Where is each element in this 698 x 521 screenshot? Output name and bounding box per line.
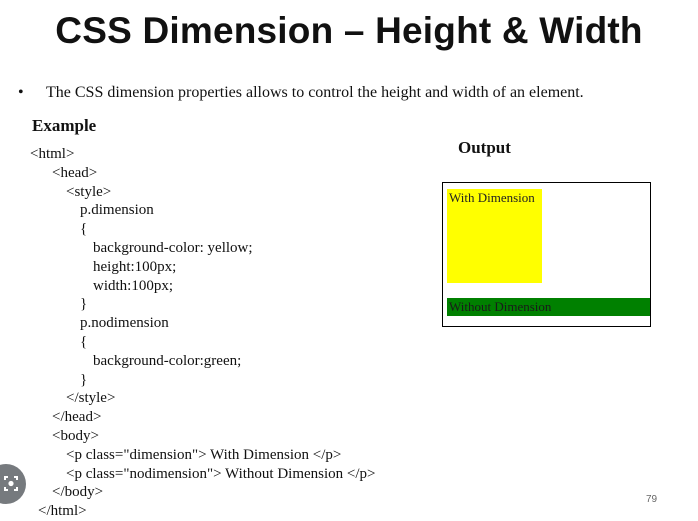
bullet-text: The CSS dimension properties allows to control the height and width of an element.	[46, 84, 584, 101]
nodimension-demo-bar: Without Dimension	[447, 298, 650, 316]
code-line: <html>	[30, 146, 75, 162]
code-line: <style>	[66, 183, 112, 200]
example-heading: Example	[32, 116, 97, 135]
output-heading: Output	[458, 138, 511, 157]
code-line: <p class="nodimension"> Without Dimension </p>	[66, 465, 376, 482]
code-line: }	[80, 371, 88, 388]
dimension-demo-box: With Dimension	[447, 189, 542, 283]
lens-search-icon	[2, 474, 20, 494]
slide-number: 79	[646, 494, 658, 505]
code-line: </head>	[52, 409, 102, 426]
code-line: p.nodimension	[80, 315, 169, 332]
output-preview	[442, 182, 651, 327]
code-line: </body>	[52, 484, 104, 501]
bullet-marker: •	[18, 84, 24, 101]
lens-search-button[interactable]	[0, 464, 26, 504]
code-line: </style>	[66, 390, 116, 407]
code-line: width:100px;	[93, 277, 174, 294]
code-line: background-color: yellow;	[93, 239, 253, 256]
code-line: p.dimension	[80, 202, 154, 219]
code-line: </html>	[38, 503, 87, 520]
code-line: height:100px;	[93, 258, 177, 275]
code-line: <p class="dimension"> With Dimension </p>	[66, 446, 342, 463]
code-line: {	[80, 221, 88, 238]
code-line: <head>	[52, 164, 98, 181]
code-line: background-color:green;	[93, 352, 242, 369]
code-line: <body>	[52, 427, 99, 444]
bullet-point	[18, 84, 584, 102]
code-line: {	[80, 333, 88, 350]
code-line: }	[80, 296, 88, 313]
slide-title: CSS Dimension – Height & Width	[55, 10, 643, 51]
code-block	[30, 145, 376, 521]
